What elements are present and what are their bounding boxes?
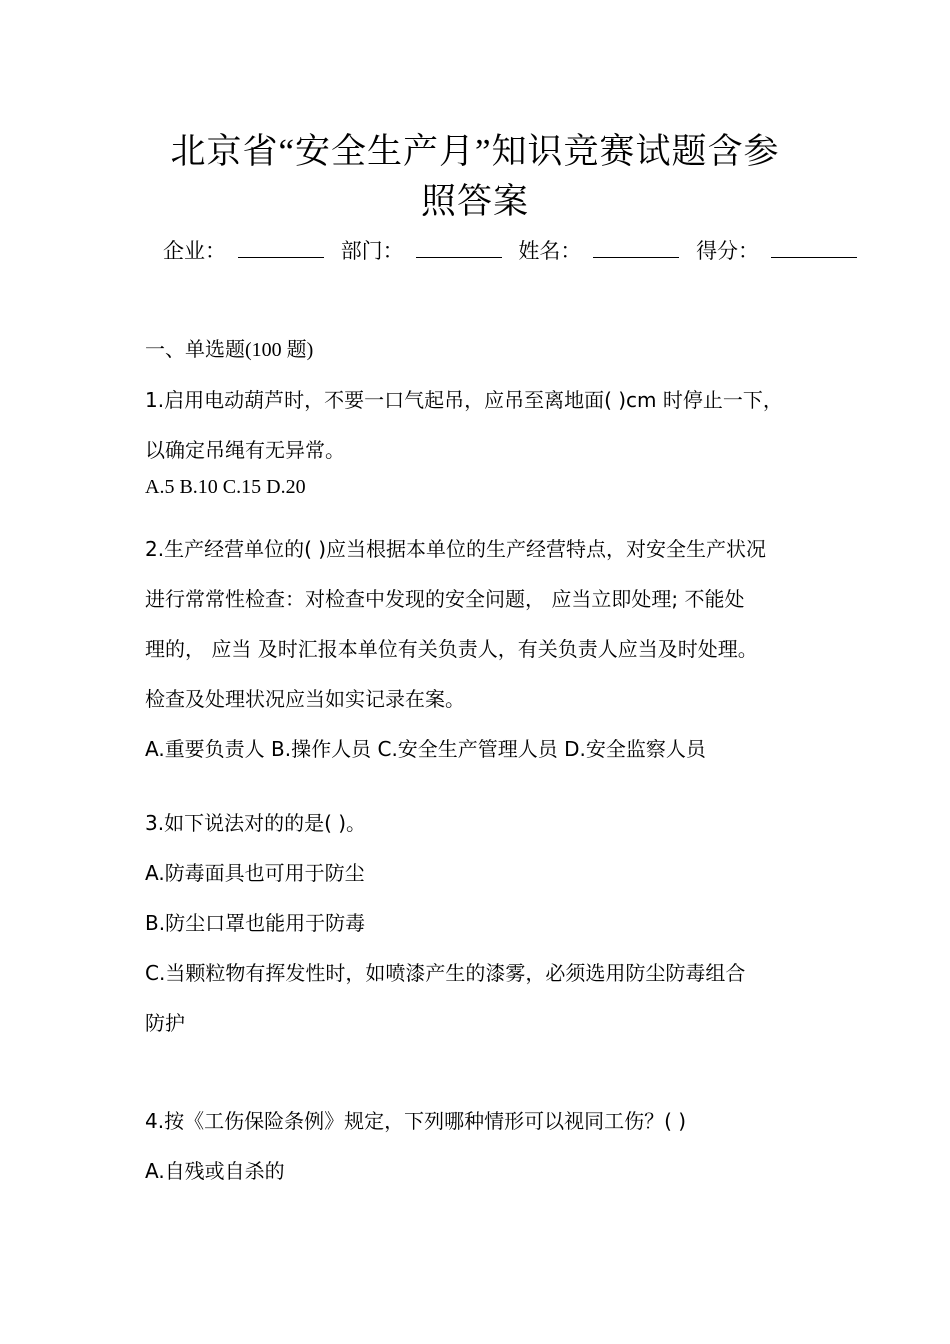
name-blank	[593, 237, 679, 258]
question-3-option-b: B.防尘口罩也能用于防毒	[145, 911, 366, 935]
question-1-line-2: 以确定吊绳有无异常。	[145, 438, 345, 462]
question-2-options: A.重要负责人 B.操作人员 C.安全生产管理人员 D.安全监察人员	[145, 737, 706, 761]
question-3-stem: 3.如下说法对的的是( )。	[145, 811, 367, 835]
question-4-stem: 4.按《工伤保险条例》规定，下列哪种情形可以视同工伤？( )	[145, 1109, 687, 1133]
document-title-line-2: 照答案	[420, 182, 529, 221]
question-2-line-4: 检查及处理状况应当如实记录在案。	[145, 687, 465, 711]
company-blank	[238, 237, 324, 258]
question-4-option-a: A.自残或自杀的	[145, 1159, 285, 1183]
question-3-option-a: A.防毒面具也可用于防尘	[145, 861, 365, 885]
question-3-option-c-cont: 防护	[145, 1011, 185, 1035]
score-label: 得分：	[696, 239, 760, 263]
department-label: 部门：	[340, 239, 404, 263]
question-3-option-c: C.当颗粒物有挥发性时，如喷漆产生的漆雾，必须选用防尘防毒组合	[145, 961, 746, 985]
question-2-line-1: 2.生产经营单位的( )应当根据本单位的生产经营特点，对安全生产状况	[145, 537, 767, 561]
department-blank	[416, 237, 502, 258]
question-1-line-1: 1.启用电动葫芦时，不要一口气起吊，应吊至离地面( )cm 时停止一下，	[145, 388, 783, 412]
question-1-options: A.5 B.10 C.15 D.20	[145, 476, 306, 498]
info-fields	[163, 236, 867, 266]
name-label: 姓名：	[518, 239, 582, 263]
company-field	[163, 236, 334, 266]
score-field	[696, 236, 867, 266]
document-title-line-1: 北京省“安全生产月”知识竞赛试题含参	[170, 132, 780, 171]
department-field	[341, 236, 512, 266]
section-heading: 一、单选题(100 题)	[145, 339, 314, 361]
question-2-line-2: 进行常常性检查：对检查中发现的安全问题， 应当立即处理; 不能处	[145, 587, 745, 611]
company-label: 企业：	[163, 239, 226, 263]
name-field	[518, 236, 689, 266]
question-2-line-3: 理的， 应当 及时汇报本单位有关负责人，有关负责人应当及时处理。	[145, 637, 758, 661]
score-blank	[771, 237, 857, 258]
